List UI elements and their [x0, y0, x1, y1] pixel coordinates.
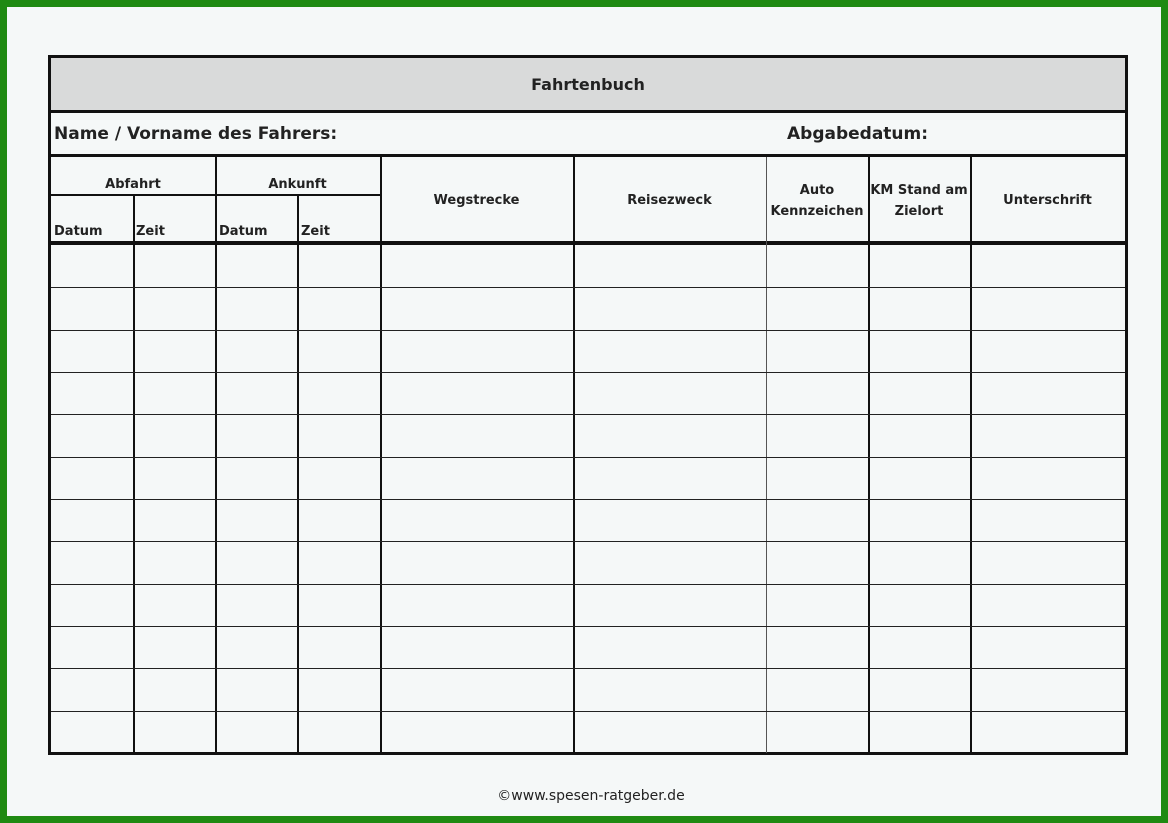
col-car-plate-line1: Auto	[799, 183, 835, 198]
form-title	[51, 58, 1125, 113]
col-km-reading	[868, 180, 970, 222]
row-divider	[51, 541, 1125, 542]
row-divider	[51, 711, 1125, 712]
col-car-plate	[766, 180, 868, 222]
column-line	[573, 157, 575, 753]
form-title-text: Fahrtenbuch	[531, 74, 645, 94]
driver-info-row	[51, 113, 1125, 157]
row-divider	[51, 457, 1125, 458]
row-divider	[51, 372, 1125, 373]
col-km-reading-line2: Zielort	[894, 204, 944, 219]
row-divider	[51, 626, 1125, 627]
col-arr-time: Zeit	[301, 224, 330, 239]
column-line	[766, 157, 767, 753]
col-route: Wegstrecke	[433, 193, 520, 208]
col-dep-date: Datum	[54, 224, 103, 239]
col-purpose: Reisezweck	[627, 193, 712, 208]
row-divider	[51, 287, 1125, 288]
col-dep-time: Zeit	[136, 224, 165, 239]
col-car-plate-line2: Kennzeichen	[770, 204, 864, 219]
column-line	[297, 194, 299, 753]
row-divider	[51, 330, 1125, 331]
row-divider	[51, 414, 1125, 415]
col-km-reading-line1: KM Stand am	[870, 183, 968, 198]
column-line	[970, 157, 972, 753]
header-divider	[51, 241, 1125, 245]
col-signature: Unterschrift	[1003, 193, 1092, 208]
group-departure: Abfahrt	[105, 177, 161, 192]
row-divider	[51, 499, 1125, 500]
footer-credit: ©www.spesen-ratgeber.de	[497, 788, 685, 804]
logbook-sheet	[48, 55, 1128, 755]
row-divider	[51, 668, 1125, 669]
column-line	[133, 194, 135, 753]
column-line	[868, 157, 870, 753]
column-line	[380, 157, 382, 753]
row-divider	[51, 584, 1125, 585]
submission-date-label: Abgabedatum:	[787, 124, 929, 144]
group-arrival: Ankunft	[268, 177, 327, 192]
col-arr-date: Datum	[219, 224, 268, 239]
driver-name-label: Name / Vorname des Fahrers:	[54, 124, 338, 144]
column-line	[215, 157, 217, 753]
